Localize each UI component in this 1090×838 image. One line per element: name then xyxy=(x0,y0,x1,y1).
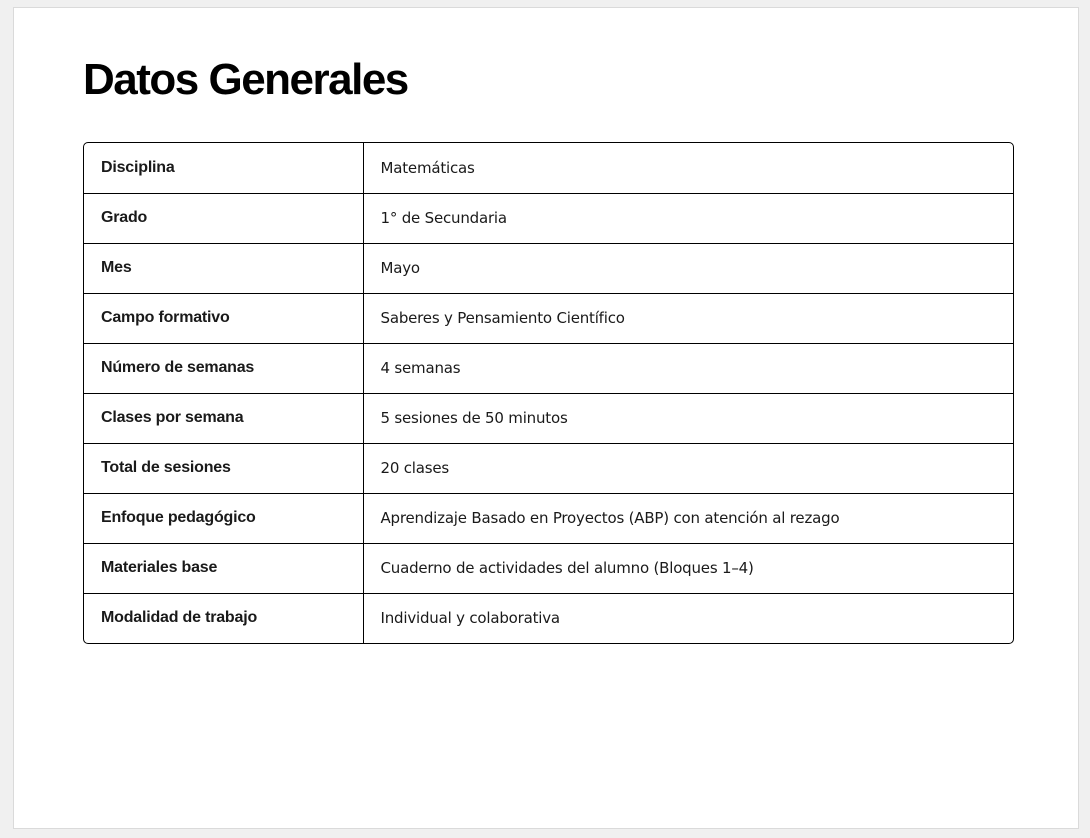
row-label: Número de semanas xyxy=(84,343,363,393)
table-row xyxy=(84,493,1013,543)
row-label: Disciplina xyxy=(84,143,363,193)
row-value: Cuaderno de actividades del alumno (Bloques 1–4) xyxy=(363,543,1013,593)
general-data-table xyxy=(83,142,1014,644)
data-table xyxy=(84,143,1013,643)
row-value: Saberes y Pensamiento Científico xyxy=(363,293,1013,343)
row-value: Matemáticas xyxy=(363,143,1013,193)
row-value: 20 clases xyxy=(363,443,1013,493)
row-value: Mayo xyxy=(363,243,1013,293)
page-title: Datos Generales xyxy=(83,55,408,104)
row-label: Campo formativo xyxy=(84,293,363,343)
row-label: Clases por semana xyxy=(84,393,363,443)
table-row xyxy=(84,293,1013,343)
table-row xyxy=(84,443,1013,493)
table-row xyxy=(84,243,1013,293)
document-page xyxy=(13,7,1079,829)
row-label: Enfoque pedagógico xyxy=(84,493,363,543)
table-row xyxy=(84,393,1013,443)
row-label: Mes xyxy=(84,243,363,293)
table-row xyxy=(84,543,1013,593)
row-value: Aprendizaje Basado en Proyectos (ABP) con atención al rezago xyxy=(363,493,1013,543)
row-value: 4 semanas xyxy=(363,343,1013,393)
row-value: Individual y colaborativa xyxy=(380,609,560,628)
row-value: 1° de Secundaria xyxy=(363,193,1013,243)
row-label: Modalidad de trabajo xyxy=(84,593,363,643)
table-row xyxy=(84,343,1013,393)
row-label: Grado xyxy=(84,193,363,243)
row-label: Total de sesiones xyxy=(84,443,363,493)
table-row xyxy=(84,193,1013,243)
table-row xyxy=(84,593,1013,643)
row-label: Materiales base xyxy=(84,543,363,593)
row-value: 5 sesiones de 50 minutos xyxy=(363,393,1013,443)
table-row xyxy=(84,143,1013,193)
